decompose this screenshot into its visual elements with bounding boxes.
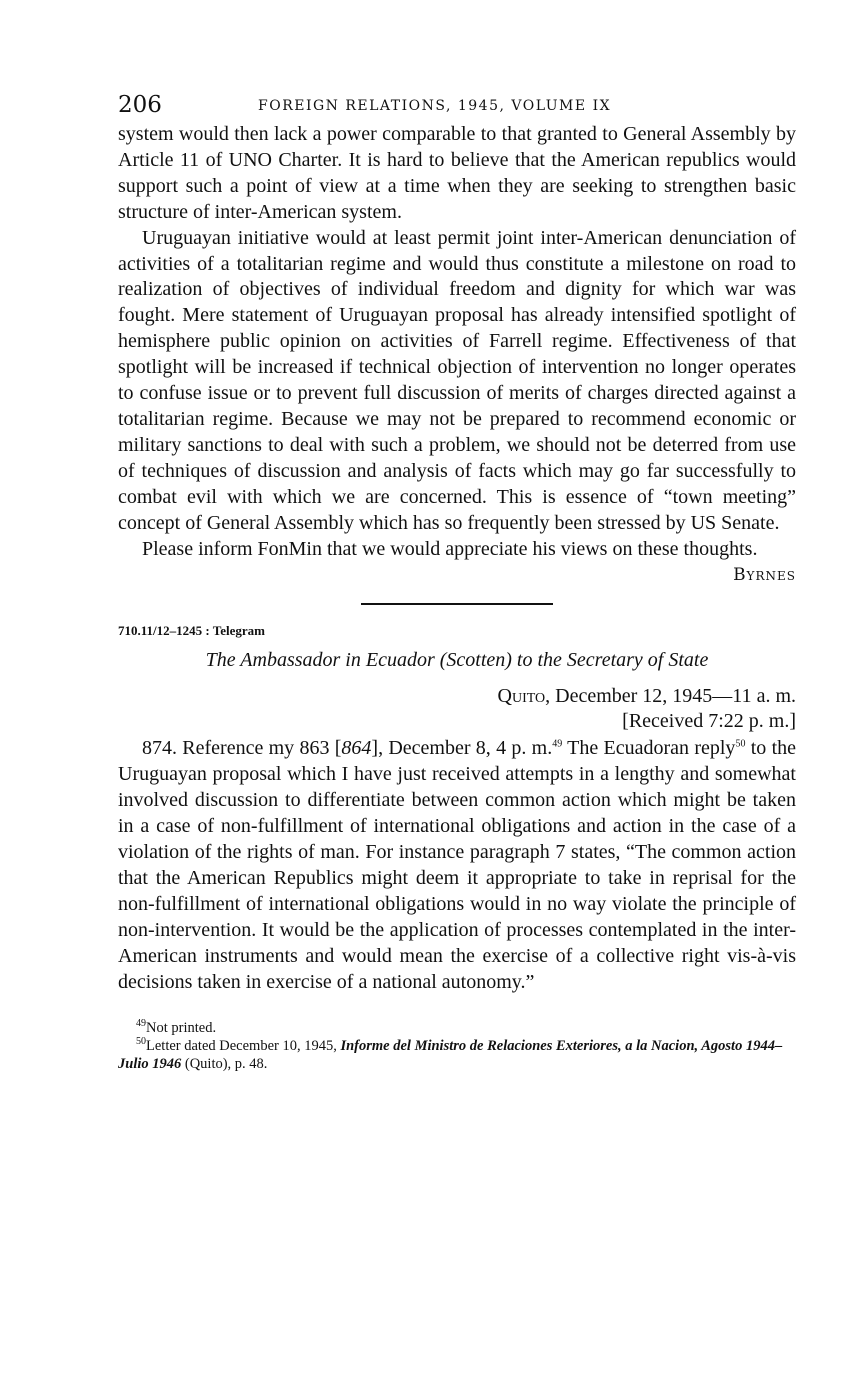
footnotes <box>118 1019 796 1073</box>
telegram-paragraph: 874. Reference my 863 [864], December 8, 4 p. m.$^{49}$ The Ecuadoran reply$^{50}$ to the Uruguayan proposal which I have just received attempts in a lengthy and somewhat involved discussion to differentiate between common action which might be taken in a case of non-fulfillment of international obligations and action in the case of a violation of the rights of man. For instance paragraph 7 states, “The common action that the American Republics might deem it appropriate to take in reprisal for the non-fulfillment of international obligations would in no way violate the principle of non-intervention. It would be the application of processes contemplated in the inter-American instruments and would mean the exercise of a collective right vis-à-vis decisions taken in exercise of a national autonomy.” <box>118 737 796 993</box>
footnote-ref-49: 49 <box>552 738 563 750</box>
document-page <box>118 92 796 1073</box>
page-number: 206 <box>118 92 162 118</box>
date-time: , December 12, 1945—11 a. m. <box>545 685 796 708</box>
reference-number: 864 <box>341 737 372 760</box>
publication-title: Informe del Ministro de Relaciones Exteriores, a la Nacion, Agosto 1944–Julio 1946 <box>118 1038 783 1073</box>
paragraph-2: Uruguayan initiative would at least permit joint inter-American denunciation of activities of a totalitarian regime and would thus constitute a milestone on road to realization of objectives of individual freedom and dignity for which war was fought. Mere statement of Uruguayan proposal has already intensified spotlight of hemisphere public opinion on activities of Farrell regime. Effectiveness of that spotlight will be increased if technical objection of intervention no longer operates to confuse issue or to prevent full discussion of merits of charges directed against a totalitarian regime. Because we may not be prepared to recommend economic or military sanctions to deal with such a problem, we should not be deterred from use of techniques of discussion and analysis of facts which may go far successfully to combat evil with which we are concerned. This is essence of “town meeting” concept of General Assembly which has so frequently been stressed by US Senate. <box>118 226 796 534</box>
page-header <box>118 92 796 122</box>
paragraph-3: Please inform FonMin that we would appreciate his views on these thoughts. <box>142 537 758 560</box>
running-head: FOREIGN RELATIONS, 1945, VOLUME IX <box>258 98 612 114</box>
file-number: 710.11/12–1245 : Telegram <box>118 623 265 639</box>
document-title: The Ambassador in Ecuador (Scotten) to the Secretary of State <box>205 649 709 672</box>
footnote-50: $^{50}$Letter dated December 10, 1945, Informe del Ministro de Relaciones Exteriores, a la Nacion, Agosto 1944–Julio 1946 (Quito), p. 48. <box>118 1036 783 1073</box>
paragraph-1: system would then lack a power comparable to that granted to General Assembly by Article 11 of UNO Charter. It is hard to believe that the American republics would support such a point of view at a time when they are seeking to strengthen basic structure of inter-American system. <box>118 123 796 223</box>
place-name: Quito <box>497 685 546 708</box>
footnote-49: $^{49}$Not printed. <box>136 1018 217 1037</box>
signature: Byrnes <box>733 565 796 586</box>
section-divider <box>361 603 553 605</box>
dateline <box>118 684 796 734</box>
telegram-body <box>118 736 796 995</box>
footnote-ref-50: 50 <box>735 738 746 750</box>
received-note: [Received 7:22 p. m.] <box>622 710 796 733</box>
body-text <box>118 122 796 562</box>
